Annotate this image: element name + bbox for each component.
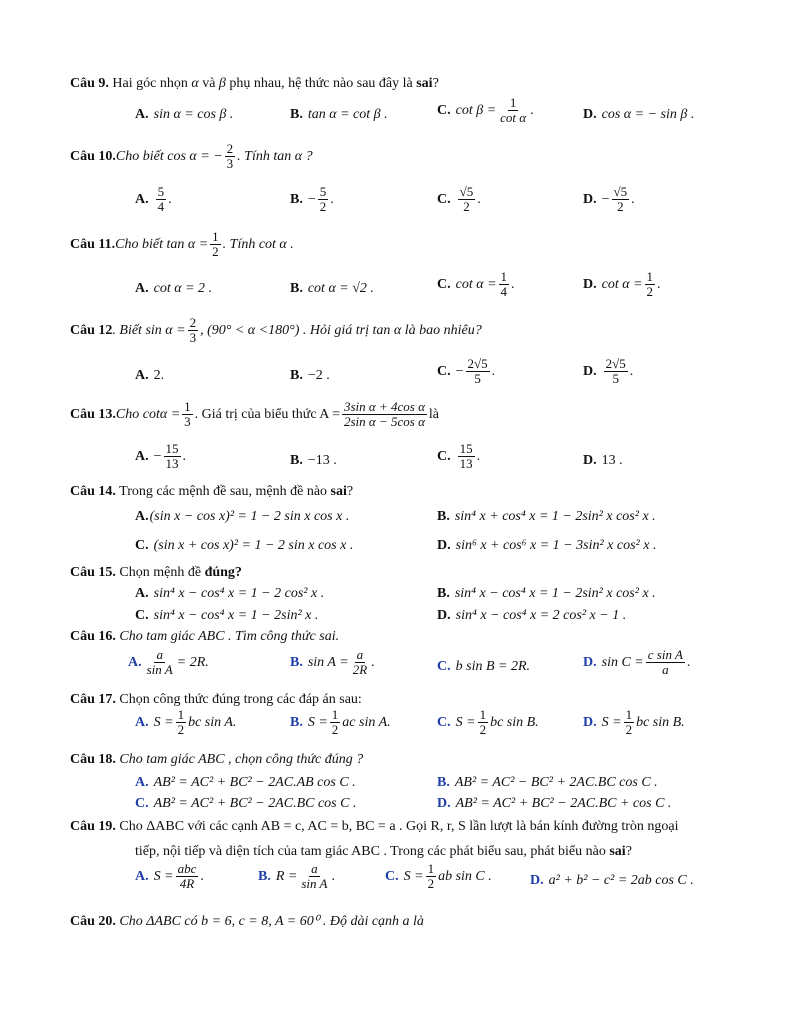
- option-b[interactable]: [258, 862, 335, 892]
- q15-emph-text: đúng?: [204, 565, 242, 580]
- q17-options-1-pre-text: S =: [307, 714, 328, 730]
- q11-den-text: 2: [212, 244, 219, 260]
- q19-options-1-pre-text: R =: [275, 868, 298, 884]
- q20-label-text: Câu 20.: [70, 914, 116, 929]
- q19-options-2-post-text: ab sin C .: [438, 868, 492, 884]
- q16-options-1-num-text: a: [356, 647, 364, 662]
- q14-options-3-label-text: D.: [437, 538, 451, 553]
- q19-options-1-label-text: B.: [258, 868, 271, 884]
- option-c[interactable]: [385, 862, 492, 892]
- fraction: [145, 648, 175, 678]
- q12-options-2-label-text: C.: [437, 363, 451, 379]
- question-19: [70, 819, 679, 835]
- q14-options-1-text-text: sin⁴ x + cos⁴ x = 1 − 2sin² x cos² x .: [454, 509, 656, 524]
- fraction: [612, 185, 630, 215]
- q14-text-a-text: Trong các mệnh đề sau, mệnh đề nào: [115, 484, 331, 499]
- q12-options-3-post-text: .: [629, 363, 634, 379]
- fraction: [225, 142, 236, 172]
- option-c[interactable]: [437, 185, 481, 215]
- option-c[interactable]: [135, 796, 356, 812]
- q17-options-3-post-text: bc sin B.: [636, 714, 685, 730]
- q12-options-2-pre-text: −: [455, 363, 464, 379]
- q15-options-1-text-text: sin⁴ x − cos⁴ x = 1 − 2sin² x cos² x .: [454, 586, 656, 601]
- fraction: [156, 185, 167, 215]
- q17-options-1-num-text: 1: [331, 707, 339, 722]
- q13-options-0-pre-text: −: [153, 448, 162, 464]
- q17-options-3-pre-text: S =: [601, 714, 622, 730]
- q11-options-3-post-text: .: [657, 276, 661, 292]
- option-a[interactable]: [135, 862, 204, 892]
- option-c[interactable]: [135, 608, 318, 624]
- q10-options-3-den-text: 2: [617, 199, 624, 215]
- option-c[interactable]: [437, 442, 480, 472]
- q17-options-1-post-text: ac sin A.: [342, 714, 391, 730]
- fraction: [478, 708, 489, 738]
- q10-options-1-den-text: 2: [319, 199, 327, 215]
- q12-den-text: 3: [189, 330, 197, 346]
- q11-options-2-post-text: .: [511, 276, 515, 292]
- option-b[interactable]: [290, 368, 330, 384]
- q16-options-1-label-text: B.: [290, 654, 303, 670]
- q17-options-1-label-text: B.: [290, 714, 303, 730]
- q12-post-text: , (90° < α <180°) . Hỏi giá trị tan α là bao nhiêu?: [200, 322, 482, 338]
- q12-pre-text: . Biết sin α =: [112, 322, 186, 338]
- fraction: [351, 648, 369, 678]
- option-b[interactable]: [290, 453, 337, 469]
- q12-options-0-text-text: 2.: [153, 368, 165, 383]
- question-number: Câu 9.: [70, 76, 109, 91]
- option-d[interactable]: [437, 796, 671, 812]
- q19-options-1-num-text: a: [311, 861, 318, 876]
- q9-options-2-pre-text: cot β =: [455, 102, 497, 118]
- q13-options-0-num-text: 15: [165, 441, 179, 456]
- fraction: [645, 270, 656, 300]
- q12-options-3-num-text: 2√5: [605, 356, 626, 371]
- q9-options-2-num-text: 1: [509, 95, 517, 110]
- q13-num-text: 1: [184, 399, 191, 414]
- q17-options-0-label-text: A.: [135, 714, 149, 730]
- question-13: [70, 400, 439, 430]
- q16-options-0-num-text: a: [156, 647, 163, 662]
- q11-options-3-label-text: D.: [583, 276, 597, 292]
- option-b[interactable]: [290, 648, 375, 678]
- q11-label-text: Câu 11.: [70, 236, 116, 252]
- q11-options-2-label-text: C.: [437, 276, 451, 292]
- q11-options-0-label-text: A.: [135, 281, 149, 296]
- option-c[interactable]: [437, 270, 515, 300]
- fraction: [458, 442, 475, 472]
- q17-options-2-den-text: 2: [479, 722, 487, 738]
- q16-options-2-text-text: b sin B = 2R.: [455, 659, 531, 674]
- q11-options-3-den-text: 2: [646, 284, 654, 300]
- q15-options-0-label-text: A.: [135, 586, 149, 601]
- q10-options-0-post-text: .: [168, 191, 172, 207]
- q9-emph-text: sai: [416, 76, 433, 91]
- q11-options-3-num-text: 1: [646, 269, 654, 284]
- q10-options-2-label-text: C.: [437, 191, 451, 207]
- option-d[interactable]: [530, 873, 694, 889]
- q14-options-3-text-text: sin⁶ x + cos⁶ x = 1 − 3sin² x cos² x .: [455, 538, 657, 553]
- question-15: [70, 565, 242, 581]
- q10-label-text: Câu 10.: [70, 148, 116, 164]
- q9-text-d-text: ?: [432, 76, 439, 91]
- q13-options-2-den-text: 13: [459, 456, 473, 472]
- option-a[interactable]: [135, 281, 212, 297]
- option-a[interactable]: [135, 442, 186, 472]
- q16-options-1-post-text: .: [371, 654, 375, 670]
- q12-options-3-den-text: 5: [612, 371, 619, 387]
- option-b[interactable]: [290, 708, 391, 738]
- q9-options-2-den-text: cot α: [500, 110, 527, 126]
- option-d[interactable]: [583, 270, 661, 300]
- q16-options-0-label-text: A.: [128, 654, 142, 670]
- q13-options-0-den-text: 13: [165, 456, 179, 472]
- q12-options-3-label-text: D.: [583, 363, 597, 379]
- q11-options-1-label-text: B.: [290, 281, 303, 296]
- q10-options-3-pre-text: −: [601, 191, 610, 207]
- q16-text-a-text: Cho tam giác ABC . Tìm công thức sai.: [115, 629, 340, 644]
- q10-options-2-num-text: √5: [459, 184, 474, 199]
- fraction: [188, 316, 199, 346]
- q19-options-0-label-text: A.: [135, 868, 149, 884]
- q19-options-3-text-text: a² + b² − c² = 2ab cos C .: [548, 873, 694, 888]
- option-a[interactable]: [135, 509, 349, 525]
- q9-text-c-text: phụ nhau, hệ thức nào sau đây là: [225, 76, 417, 91]
- q14-options-2-text-text: (sin x + cos x)² = 1 − 2 sin x cos x .: [153, 538, 354, 553]
- q16-options-3-den-text: a: [662, 662, 669, 678]
- option-c[interactable]: [437, 357, 495, 387]
- q16-options-0-post-text: = 2R.: [176, 654, 209, 670]
- question-12: [70, 316, 482, 346]
- q19-text-a-text: Cho ΔABC với các cạnh AB = c, AC = b, BC = a . Gọi R, r, S lần lượt là bán kính đường tròn ngoại: [115, 819, 679, 834]
- q10-options-0-den-text: 4: [157, 199, 165, 215]
- q13-den2-text: 2sin α − 5cos α: [344, 414, 425, 430]
- q17-options-0-den-text: 2: [177, 722, 185, 738]
- q18-options-3-label-text: D.: [437, 796, 451, 811]
- q9-options-1-text-text: tan α = cot β .: [307, 107, 388, 122]
- q16-options-1-den-text: 2R: [352, 662, 368, 678]
- q10-options-1-num-text: 5: [319, 184, 327, 199]
- option-d[interactable]: [583, 708, 685, 738]
- q13-options-2-num-text: 15: [459, 441, 473, 456]
- fraction: [210, 230, 221, 260]
- q17-options-3-label-text: D.: [583, 714, 597, 730]
- q15-label-text: Câu 15.: [70, 565, 116, 580]
- q14-options-1-label-text: B.: [437, 509, 450, 524]
- fraction: [182, 400, 193, 430]
- q17-text-a-text: Chọn công thức đúng trong các đáp án sau:: [115, 692, 362, 707]
- q19-emph-text: sai: [609, 844, 626, 859]
- fraction: [498, 96, 528, 126]
- q12-label-text: Câu 12: [70, 322, 113, 338]
- q9-options-3-text-text: cos α = − sin β .: [601, 107, 695, 122]
- question-14: [70, 484, 353, 500]
- q20-text-a-text: Cho ΔABC có b = 6, c = 8, A = 60⁰ . Độ dài cạnh a là: [115, 914, 424, 929]
- question-19-continued: [135, 844, 632, 860]
- q10-num-text: 2: [226, 141, 234, 156]
- q10-options-1-post-text: .: [330, 191, 334, 207]
- q9-options-0-text-text: sin α = cos β .: [153, 107, 234, 122]
- q12-options-1-label-text: B.: [290, 368, 303, 383]
- q19-label-text: Câu 19.: [70, 819, 116, 834]
- q15-options-3-label-text: D.: [437, 608, 451, 623]
- q11-options-2-num-text: 1: [500, 269, 508, 284]
- fraction: [330, 708, 341, 738]
- option-d[interactable]: [583, 648, 690, 678]
- q15-options-3-text-text: sin⁴ x − cos⁴ x = 2 cos² x − 1 .: [455, 608, 627, 623]
- q16-options-3-pre-text: sin C =: [601, 654, 644, 670]
- q11-options-2-den-text: 4: [500, 284, 508, 300]
- q16-label-text: Câu 16.: [70, 629, 116, 644]
- q18-options-2-text-text: AB² = AC² + BC² − 2AC.BC cos C .: [153, 796, 357, 811]
- q18-text-a-text: Cho tam giác ABC , chọn công thức đúng ?: [115, 752, 364, 767]
- option-b[interactable]: [290, 185, 334, 215]
- option-d[interactable]: [437, 538, 656, 554]
- option-b[interactable]: [437, 775, 658, 791]
- fraction: [318, 185, 329, 215]
- q12-options-1-text-text: −2 .: [307, 368, 330, 383]
- q16-options-2-label-text: C.: [437, 659, 451, 674]
- q19-options-1-den-text: sin A: [301, 876, 328, 892]
- q15-text-a-text: Chọn mệnh đề: [115, 565, 205, 580]
- q11-options-3-pre-text: cot α =: [601, 276, 643, 292]
- q11-pre-text: Cho biết tan α =: [115, 236, 209, 252]
- q19-options-0-pre-text: S =: [153, 868, 174, 884]
- fraction: [164, 442, 181, 472]
- question-20: [70, 913, 424, 930]
- q19-text-c-text: ?: [625, 844, 632, 859]
- option-c[interactable]: [135, 538, 353, 554]
- q10-pre-text: Cho biết cos α = −: [115, 148, 223, 164]
- q18-label-text: Câu 18.: [70, 752, 116, 767]
- q9-options-2-post-text: .: [530, 102, 534, 118]
- q13-mid-text: . Giá trị của biểu thức A =: [194, 406, 340, 422]
- option-c[interactable]: [437, 659, 530, 675]
- q13-options-0-label-text: A.: [135, 448, 149, 464]
- q13-pre-text: Cho cotα =: [115, 406, 181, 422]
- q15-options-2-text-text: sin⁴ x − cos⁴ x = 1 − 2sin² x .: [153, 608, 319, 623]
- q12-options-2-post-text: .: [491, 363, 496, 379]
- q9-options-3-label-text: D.: [583, 107, 597, 122]
- q19-options-2-den-text: 2: [427, 876, 435, 892]
- fraction: [466, 357, 490, 387]
- q14-options-0-text-text: (sin x − cos x)² = 1 − 2 sin x cos x .: [149, 509, 350, 524]
- q13-options-0-post-text: .: [182, 448, 187, 464]
- q11-options-1-text-text: cot α = √2 .: [307, 281, 374, 296]
- q14-text-d-text: ?: [346, 484, 354, 499]
- q18-options-0-label-text: A.: [135, 775, 149, 790]
- q15-options-2-label-text: C.: [135, 608, 149, 623]
- q10-options-0-num-text: 5: [157, 184, 165, 199]
- q18-options-0-text-text: AB² = AC² + BC² − 2AC.AB cos C .: [153, 775, 356, 790]
- q9-options-2-label-text: C.: [437, 102, 451, 118]
- q17-options-3-den-text: 2: [625, 722, 633, 738]
- q16-options-0-den-text: sin A: [146, 662, 173, 678]
- option-b[interactable]: [437, 509, 656, 525]
- option-c[interactable]: [437, 96, 534, 126]
- fraction: [176, 862, 199, 892]
- fraction: [624, 708, 635, 738]
- q15-options-0-text-text: sin⁴ x − cos⁴ x = 1 − 2 cos² x .: [153, 586, 325, 601]
- q9-text-b-text: và: [198, 76, 219, 91]
- q18-options-3-text-text: AB² = AC² + BC² − 2AC.BC + cos C .: [455, 796, 672, 811]
- q13-post-text: là: [428, 406, 440, 422]
- option-a[interactable]: [128, 648, 209, 678]
- option-d[interactable]: [583, 107, 694, 123]
- q12-options-2-num-text: 2√5: [467, 356, 488, 371]
- q13-options-1-text-text: −13 .: [307, 453, 337, 468]
- fraction: [299, 862, 329, 892]
- q12-num-text: 2: [189, 315, 197, 330]
- q17-options-2-post-text: bc sin B.: [490, 714, 539, 730]
- option-a[interactable]: [135, 586, 324, 602]
- q13-num2-text: 3sin α + 4cos α: [344, 399, 425, 414]
- q10-options-2-den-text: 2: [463, 199, 470, 215]
- q10-den-text: 3: [226, 156, 234, 172]
- q11-num-text: 1: [212, 229, 219, 244]
- q17-options-3-num-text: 1: [625, 707, 633, 722]
- q17-options-1-den-text: 2: [331, 722, 339, 738]
- fraction: [426, 862, 437, 892]
- option-d[interactable]: [437, 608, 626, 624]
- q16-options-3-num-text: c sin A: [647, 647, 683, 662]
- q17-options-2-pre-text: S =: [455, 714, 476, 730]
- q19-options-3-label-text: D.: [530, 873, 544, 888]
- q13-options-1-label-text: B.: [290, 453, 303, 468]
- q19-text-b-text: tiếp, nội tiếp và diện tích của tam giác ABC . Trong các phát biểu sau, phát biểu nào: [135, 844, 610, 859]
- q18-options-2-label-text: C.: [135, 796, 149, 811]
- q16-options-3-post-text: .: [686, 654, 691, 670]
- q14-options-0-label-text: A.: [135, 509, 149, 524]
- q10-options-2-post-text: .: [477, 191, 481, 207]
- fraction: [176, 708, 187, 738]
- option-d[interactable]: [583, 185, 635, 215]
- option-a[interactable]: [135, 185, 172, 215]
- q9-options-0-label-text: A.: [135, 107, 149, 122]
- q16-options-3-label-text: D.: [583, 654, 597, 670]
- q19-options-2-num-text: 1: [427, 861, 435, 876]
- q19-options-2-label-text: C.: [385, 868, 399, 884]
- option-d[interactable]: [583, 357, 633, 387]
- option-a[interactable]: [135, 368, 164, 384]
- fraction: [458, 185, 476, 215]
- fraction: [604, 357, 628, 387]
- q14-emph-text: sai: [330, 484, 347, 499]
- q17-options-2-label-text: C.: [437, 714, 451, 730]
- option-a[interactable]: [135, 708, 236, 738]
- q10-options-0-label-text: A.: [135, 191, 149, 207]
- q17-options-0-post-text: bc sin A.: [188, 714, 237, 730]
- question-9: [70, 76, 439, 92]
- q11-options-2-pre-text: cot α =: [455, 276, 497, 292]
- q17-label-text: Câu 17.: [70, 692, 116, 707]
- fraction: [646, 648, 685, 678]
- q13-options-2-post-text: .: [476, 448, 481, 464]
- q9-options-1-label-text: B.: [290, 107, 303, 122]
- q12-options-2-den-text: 5: [474, 371, 481, 387]
- q19-options-0-den-text: 4R: [179, 876, 195, 892]
- q9-alpha-text: α: [191, 76, 199, 91]
- question-17: [70, 692, 362, 708]
- q17-options-0-pre-text: S =: [153, 714, 174, 730]
- q19-options-2-pre-text: S =: [403, 868, 424, 884]
- fraction: [342, 400, 427, 430]
- q13-options-2-label-text: C.: [437, 448, 451, 464]
- q13-label-text: Câu 13.: [70, 406, 116, 422]
- q10-options-1-label-text: B.: [290, 191, 303, 207]
- q18-options-1-label-text: B.: [437, 775, 450, 790]
- q11-post-text: . Tính cot α .: [222, 236, 294, 252]
- q17-options-2-num-text: 1: [479, 707, 487, 722]
- q10-options-3-num-text: √5: [613, 184, 628, 199]
- q9-text-a-text: Hai góc nhọn: [108, 76, 192, 91]
- q19-options-0-num-text: abc: [177, 861, 197, 876]
- q13-options-3-label-text: D.: [583, 453, 597, 468]
- q17-options-0-num-text: 1: [177, 707, 185, 722]
- option-b[interactable]: [290, 107, 388, 123]
- q9-beta-text: β: [218, 76, 226, 91]
- option-a[interactable]: [135, 775, 356, 791]
- q10-post-text: . Tính tan α ?: [237, 148, 313, 164]
- q15-options-1-label-text: B.: [437, 586, 450, 601]
- q18-options-1-text-text: AB² = AC² − BC² + 2AC.BC cos C .: [454, 775, 658, 790]
- option-b[interactable]: [437, 586, 656, 602]
- q10-options-3-post-text: .: [631, 191, 635, 207]
- q19-options-0-post-text: .: [200, 868, 204, 884]
- fraction: [499, 270, 510, 300]
- q14-label-text: Câu 14.: [70, 484, 116, 499]
- question-10: [70, 142, 313, 172]
- q11-options-0-text-text: cot α = 2 .: [153, 281, 213, 296]
- q16-options-1-pre-text: sin A =: [307, 654, 349, 670]
- q14-options-2-label-text: C.: [135, 538, 149, 553]
- q10-options-3-label-text: D.: [583, 191, 597, 207]
- option-d[interactable]: [583, 453, 623, 469]
- q19-options-1-post-text: .: [331, 868, 335, 884]
- question-16: [70, 629, 339, 645]
- option-a[interactable]: [135, 107, 233, 123]
- option-b[interactable]: [290, 281, 374, 297]
- question-11: [70, 230, 294, 260]
- q13-options-3-text-text: 13 .: [601, 453, 623, 468]
- option-c[interactable]: [437, 708, 539, 738]
- q13-den-text: 3: [184, 414, 191, 430]
- q10-options-1-pre-text: −: [307, 191, 316, 207]
- q12-options-0-label-text: A.: [135, 368, 149, 383]
- question-18: [70, 752, 363, 768]
